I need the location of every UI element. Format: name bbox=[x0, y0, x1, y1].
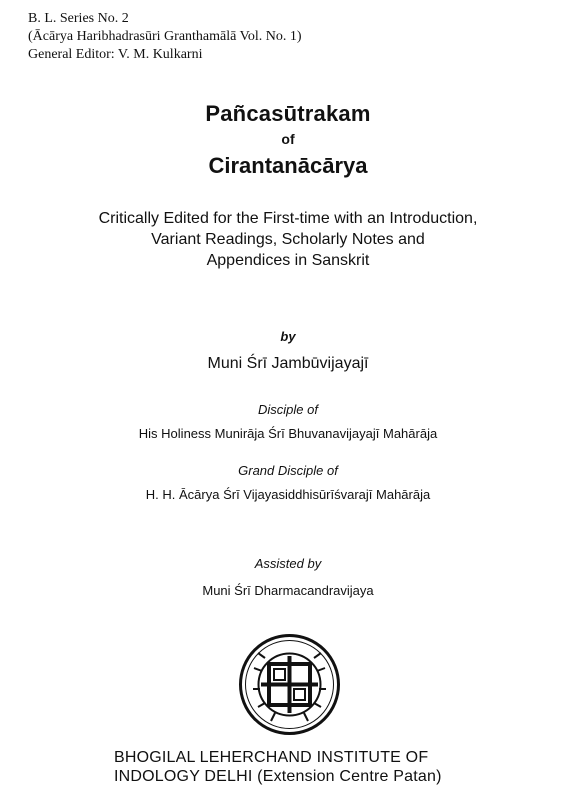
description-line-1: Critically Edited for the First-time with an Introduction, bbox=[98, 210, 478, 227]
editor-name: Muni Śrī Jambūvijayajī bbox=[207, 355, 369, 372]
publisher-line-1: BHOGILAL LEHERCHAND INSTITUTE OF bbox=[114, 749, 429, 766]
assistant-name: Muni Śrī Dharmacandravijaya bbox=[202, 583, 374, 598]
series-number: B. L. Series No. 2 bbox=[28, 11, 129, 26]
series-info bbox=[28, 10, 302, 64]
assisted-label: Assisted by bbox=[254, 556, 322, 571]
title-of: of bbox=[281, 131, 295, 147]
institute-seal-icon bbox=[238, 633, 341, 736]
granthamala-volume: (Ācārya Haribhadrasūri Granthamālā Vol. No. 1) bbox=[28, 29, 302, 44]
disciple-label: Disciple of bbox=[258, 402, 318, 417]
by-label: by bbox=[280, 329, 296, 344]
publisher-line-2: INDOLOGY DELHI (Extension Centre Patan) bbox=[114, 768, 442, 785]
edition-description bbox=[0, 208, 576, 271]
grand-disciple-name: H. H. Ācārya Śrī Vijayasiddhisūrīśvarajī Mahārāja bbox=[145, 487, 431, 502]
general-editor: General Editor: V. M. Kulkarni bbox=[28, 47, 203, 62]
description-line-2: Variant Readings, Scholarly Notes and bbox=[151, 231, 425, 248]
book-title: Pañcasūtrakam bbox=[205, 101, 371, 126]
publisher-info bbox=[114, 748, 442, 786]
grand-disciple-label: Grand Disciple of bbox=[238, 463, 338, 478]
description-line-3: Appendices in Sanskrit bbox=[206, 252, 370, 269]
book-author: Cirantanācārya bbox=[208, 153, 368, 178]
disciple-name: His Holiness Munirāja Śrī Bhuvanavijayajī Mahārāja bbox=[138, 426, 438, 441]
